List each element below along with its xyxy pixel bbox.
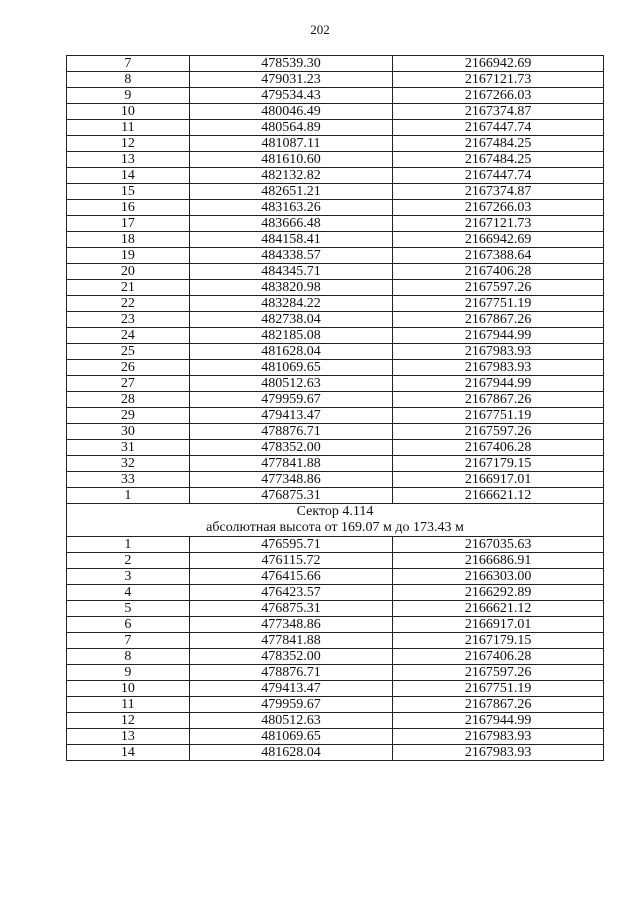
point-number-cell: 5: [67, 601, 190, 617]
point-number-cell: 10: [67, 104, 190, 120]
table-row: [67, 424, 604, 440]
x-coordinate-cell: 476875.31: [189, 601, 393, 617]
point-number-cell: 2: [67, 553, 190, 569]
x-coordinate-cell: 484345.71: [189, 264, 393, 280]
sector-title: Сектор 4.114: [296, 504, 374, 519]
point-number-cell: 20: [67, 264, 190, 280]
table-row: [67, 152, 604, 168]
x-coordinate-cell: 483284.22: [189, 296, 393, 312]
x-coordinate-cell: 482132.82: [189, 168, 393, 184]
point-number-cell: 17: [67, 216, 190, 232]
table-row: [67, 456, 604, 472]
y-coordinate-cell: 2167867.26: [393, 697, 604, 713]
x-coordinate-cell: 479959.67: [189, 697, 393, 713]
point-number-cell: 14: [67, 745, 190, 761]
y-coordinate-cell: 2167374.87: [393, 184, 604, 200]
table-row: [67, 376, 604, 392]
point-number-cell: 14: [67, 168, 190, 184]
table-row: [67, 168, 604, 184]
y-coordinate-cell: 2166917.01: [393, 617, 604, 633]
x-coordinate-cell: 480512.63: [189, 376, 393, 392]
point-number-cell: 8: [67, 649, 190, 665]
y-coordinate-cell: 2166303.00: [393, 569, 604, 585]
point-number-cell: 7: [67, 633, 190, 649]
y-coordinate-cell: 2166917.01: [393, 472, 604, 488]
table-row: [67, 601, 604, 617]
sector-header-row: [67, 504, 604, 537]
y-coordinate-cell: 2167266.03: [393, 88, 604, 104]
table-row: [67, 360, 604, 376]
y-coordinate-cell: 2166621.12: [393, 601, 604, 617]
table-row: [67, 617, 604, 633]
y-coordinate-cell: 2167751.19: [393, 296, 604, 312]
table-row: [67, 649, 604, 665]
y-coordinate-cell: 2167266.03: [393, 200, 604, 216]
table-row: [67, 633, 604, 649]
x-coordinate-cell: 476595.71: [189, 537, 393, 553]
table-row: [67, 392, 604, 408]
table-row: [67, 328, 604, 344]
point-number-cell: 11: [67, 120, 190, 136]
y-coordinate-cell: 2167035.63: [393, 537, 604, 553]
table-row: [67, 665, 604, 681]
point-number-cell: 1: [67, 488, 190, 504]
y-coordinate-cell: 2167121.73: [393, 72, 604, 88]
y-coordinate-cell: 2167406.28: [393, 649, 604, 665]
y-coordinate-cell: 2167751.19: [393, 408, 604, 424]
point-number-cell: 11: [67, 697, 190, 713]
point-number-cell: 12: [67, 136, 190, 152]
table-row: [67, 697, 604, 713]
point-number-cell: 15: [67, 184, 190, 200]
coordinates-table: [66, 55, 604, 761]
x-coordinate-cell: 482738.04: [189, 312, 393, 328]
x-coordinate-cell: 480046.49: [189, 104, 393, 120]
table-row: [67, 184, 604, 200]
point-number-cell: 19: [67, 248, 190, 264]
x-coordinate-cell: 478352.00: [189, 440, 393, 456]
table-row: [67, 537, 604, 553]
y-coordinate-cell: 2167983.93: [393, 344, 604, 360]
table-row: [67, 440, 604, 456]
table-row: [67, 56, 604, 72]
point-number-cell: 27: [67, 376, 190, 392]
point-number-cell: 29: [67, 408, 190, 424]
y-coordinate-cell: 2166686.91: [393, 553, 604, 569]
x-coordinate-cell: 479959.67: [189, 392, 393, 408]
table-row: [67, 248, 604, 264]
page-number: 202: [310, 22, 330, 37]
point-number-cell: 12: [67, 713, 190, 729]
point-number-cell: 25: [67, 344, 190, 360]
y-coordinate-cell: 2167484.25: [393, 152, 604, 168]
y-coordinate-cell: 2166942.69: [393, 232, 604, 248]
x-coordinate-cell: 479534.43: [189, 88, 393, 104]
point-number-cell: 18: [67, 232, 190, 248]
x-coordinate-cell: 482185.08: [189, 328, 393, 344]
rows-group-a: [67, 56, 604, 504]
point-number-cell: 6: [67, 617, 190, 633]
x-coordinate-cell: 481069.65: [189, 360, 393, 376]
table-row: [67, 344, 604, 360]
sector-header-group: [67, 504, 604, 537]
x-coordinate-cell: 476415.66: [189, 569, 393, 585]
x-coordinate-cell: 477841.88: [189, 633, 393, 649]
x-coordinate-cell: 477348.86: [189, 617, 393, 633]
x-coordinate-cell: 479031.23: [189, 72, 393, 88]
point-number-cell: 31: [67, 440, 190, 456]
x-coordinate-cell: 482651.21: [189, 184, 393, 200]
point-number-cell: 13: [67, 152, 190, 168]
x-coordinate-cell: 479413.47: [189, 408, 393, 424]
y-coordinate-cell: 2167983.93: [393, 360, 604, 376]
y-coordinate-cell: 2166942.69: [393, 56, 604, 72]
x-coordinate-cell: 479413.47: [189, 681, 393, 697]
point-number-cell: 8: [67, 72, 190, 88]
y-coordinate-cell: 2167944.99: [393, 376, 604, 392]
y-coordinate-cell: 2167597.26: [393, 280, 604, 296]
y-coordinate-cell: 2167447.74: [393, 120, 604, 136]
table-row: [67, 585, 604, 601]
table-row: [67, 713, 604, 729]
table-row: [67, 72, 604, 88]
point-number-cell: 10: [67, 681, 190, 697]
x-coordinate-cell: 481610.60: [189, 152, 393, 168]
x-coordinate-cell: 480564.89: [189, 120, 393, 136]
point-number-cell: 9: [67, 88, 190, 104]
point-number-cell: 3: [67, 569, 190, 585]
table-row: [67, 312, 604, 328]
point-number-cell: 4: [67, 585, 190, 601]
point-number-cell: 32: [67, 456, 190, 472]
table-row: [67, 296, 604, 312]
y-coordinate-cell: 2167944.99: [393, 328, 604, 344]
table-row: [67, 120, 604, 136]
point-number-cell: 22: [67, 296, 190, 312]
x-coordinate-cell: 476115.72: [189, 553, 393, 569]
x-coordinate-cell: 477841.88: [189, 456, 393, 472]
table-row: [67, 200, 604, 216]
x-coordinate-cell: 481628.04: [189, 344, 393, 360]
point-number-cell: 33: [67, 472, 190, 488]
x-coordinate-cell: 483666.48: [189, 216, 393, 232]
y-coordinate-cell: 2167751.19: [393, 681, 604, 697]
y-coordinate-cell: 2167406.28: [393, 440, 604, 456]
table-row: [67, 136, 604, 152]
point-number-cell: 7: [67, 56, 190, 72]
point-number-cell: 16: [67, 200, 190, 216]
point-number-cell: 23: [67, 312, 190, 328]
point-number-cell: 28: [67, 392, 190, 408]
table-row: [67, 280, 604, 296]
x-coordinate-cell: 483163.26: [189, 200, 393, 216]
point-number-cell: 1: [67, 537, 190, 553]
x-coordinate-cell: 481628.04: [189, 745, 393, 761]
x-coordinate-cell: 478352.00: [189, 649, 393, 665]
y-coordinate-cell: 2167179.15: [393, 633, 604, 649]
table-row: [67, 729, 604, 745]
point-number-cell: 30: [67, 424, 190, 440]
y-coordinate-cell: 2167374.87: [393, 104, 604, 120]
point-number-cell: 13: [67, 729, 190, 745]
y-coordinate-cell: 2167484.25: [393, 136, 604, 152]
table-row: [67, 88, 604, 104]
table-row: [67, 408, 604, 424]
point-number-cell: 26: [67, 360, 190, 376]
table-row: [67, 569, 604, 585]
point-number-cell: 24: [67, 328, 190, 344]
y-coordinate-cell: 2167597.26: [393, 665, 604, 681]
y-coordinate-cell: 2167179.15: [393, 456, 604, 472]
x-coordinate-cell: 484338.57: [189, 248, 393, 264]
y-coordinate-cell: 2167388.64: [393, 248, 604, 264]
table-row: [67, 216, 604, 232]
sector-header-cell: [67, 504, 604, 537]
y-coordinate-cell: 2166292.89: [393, 585, 604, 601]
y-coordinate-cell: 2167983.93: [393, 729, 604, 745]
point-number-cell: 21: [67, 280, 190, 296]
x-coordinate-cell: 483820.98: [189, 280, 393, 296]
sector-subtitle: абсолютная высота от 169.07 м до 173.43 м: [206, 520, 464, 535]
y-coordinate-cell: 2167944.99: [393, 713, 604, 729]
table-row: [67, 472, 604, 488]
point-number-cell: 9: [67, 665, 190, 681]
y-coordinate-cell: 2166621.12: [393, 488, 604, 504]
x-coordinate-cell: 478539.30: [189, 56, 393, 72]
x-coordinate-cell: 481087.11: [189, 136, 393, 152]
y-coordinate-cell: 2167983.93: [393, 745, 604, 761]
table-row: [67, 232, 604, 248]
y-coordinate-cell: 2167597.26: [393, 424, 604, 440]
table-row: [67, 104, 604, 120]
table-row: [67, 745, 604, 761]
x-coordinate-cell: 476875.31: [189, 488, 393, 504]
x-coordinate-cell: 476423.57: [189, 585, 393, 601]
rows-group-b: [67, 537, 604, 761]
table-row: [67, 488, 604, 504]
y-coordinate-cell: 2167867.26: [393, 392, 604, 408]
table-row: [67, 553, 604, 569]
y-coordinate-cell: 2167406.28: [393, 264, 604, 280]
x-coordinate-cell: 484158.41: [189, 232, 393, 248]
table-row: [67, 681, 604, 697]
y-coordinate-cell: 2167121.73: [393, 216, 604, 232]
table-row: [67, 264, 604, 280]
x-coordinate-cell: 478876.71: [189, 424, 393, 440]
y-coordinate-cell: 2167867.26: [393, 312, 604, 328]
x-coordinate-cell: 477348.86: [189, 472, 393, 488]
x-coordinate-cell: 480512.63: [189, 713, 393, 729]
y-coordinate-cell: 2167447.74: [393, 168, 604, 184]
x-coordinate-cell: 481069.65: [189, 729, 393, 745]
x-coordinate-cell: 478876.71: [189, 665, 393, 681]
